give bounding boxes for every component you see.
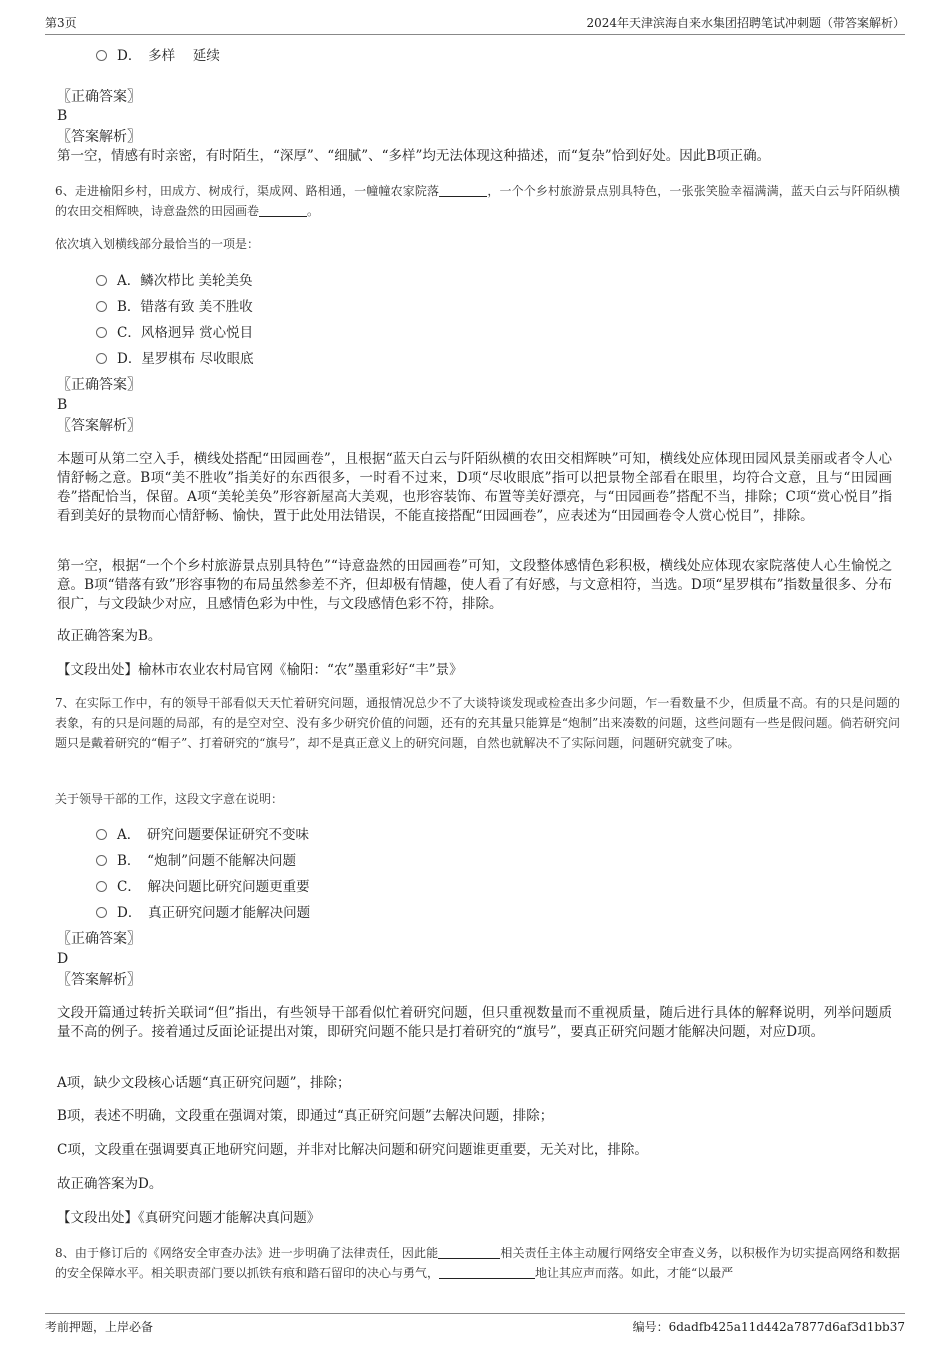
q6-analysis-1: 本题可从第二空入手，横线处搭配“田园画卷”，且根据“蓝天白云与阡陌纵横的农田交相辉映”可知，横线处应体现田园风景美丽或者令人心情舒畅之意。B项“美不胜收”指美好的东西很多，一时看不过来，D项“尽收眼底”指可以把景物全部看在眼里，均符合文意，且与“田园画卷”搭配恰当，保留。A项“美轮美奂”形容新屋高大美观，也形容装饰、布置等美好漂亮，与“田园画卷”搭配不当，排除；C项“赏心悦目”指看到美好的景物而心情舒畅、愉快，置于此处用法错误，不能直接搭配“田园画卷”，应表述为“田园画卷令人赏心悦目”，排除。: [57, 451, 892, 524]
radio-icon[interactable]: [96, 907, 107, 918]
q6-option-b[interactable]: B．错落有致 美不胜收: [96, 297, 253, 317]
q7-answer-label: 〖正确答案〗: [57, 931, 141, 947]
answer-blank: [439, 1264, 535, 1279]
q6-analysis-2: 第一空，根据“一个个乡村旅游景点别具特色”“诗意盎然的田园画卷”可知，文段整体感情色彩积极，横线处应体现农家院落使人心生愉悦之意。B项“错落有致”形容事物的布局虽然参差不齐，但却极有情趣，使人看了有好感，与文意相符，当选。D项“星罗棋布”指数量很多、分布很广，与文段缺少对应，且感情色彩为中性，与文段感情色彩不符，排除。: [57, 558, 892, 612]
q7-analysis-label: 〖答案解析〗: [57, 972, 141, 988]
q6-answer: B: [57, 397, 68, 413]
q6-analysis-label: 〖答案解析〗: [57, 418, 141, 434]
q7-analysis-b: B项，表述不明确，文段重在强调对策，即通过“真正研究问题”去解决问题，排除；: [57, 1108, 554, 1124]
answer-blank: [259, 202, 307, 217]
q5-answer: B: [57, 108, 68, 124]
radio-icon[interactable]: [96, 275, 107, 286]
page-header: [45, 14, 905, 35]
q7-option-b[interactable]: B． “炮制”问题不能解决问题: [96, 851, 296, 871]
answer-blank: [439, 182, 487, 197]
page-number: 第3页: [45, 16, 77, 30]
q7-answer: D: [57, 951, 69, 967]
q6-source: 【文段出处】榆林市农业农村局官网《榆阳：“农”墨重彩好“丰”景》: [57, 662, 463, 678]
radio-icon[interactable]: [96, 353, 107, 364]
radio-icon[interactable]: [96, 881, 107, 892]
radio-icon[interactable]: [96, 829, 107, 840]
q7-analysis-1: 文段开篇通过转折关联词“但”指出，有些领导干部看似忙着研究问题，但只重视数量而不重视质量，随后进行具体的解释说明，列举问题质量不高的例子。接着通过反面论证提出对策，即研究问题不能只是打着研究的“旗号”，要真正研究问题才能解决问题，对应D项。: [57, 1005, 892, 1040]
q6-stem: 6、走进榆阳乡村，田成方、树成行，渠成网、路相通，一幢幢农家院落 ，一个个乡村旅游景点别具特色，一张张笑脸幸福满满，蓝天白云与阡陌纵横的农田交相辉映，诗意盎然的田园画卷 。: [55, 184, 900, 218]
q7-stem: 7、在实际工作中，有的领导干部看似天天忙着研究问题，通报情况总少不了大谈特谈发现或检查出多少问题，乍一看数量不少，但质量不高。有的只是问题的表象，有的只是问题的局部，有的是空对空、没有多少研究价值的问题，还有的充其量只能算是“炮制”出来凑数的问题，这些问题有一些是假问题。倘若研究问题只是戴着研究的“帽子”、打着研究的“旗号”，却不是真正意义上的研究问题，自然也就解决不了实际问题，问题研究就变了味。: [55, 696, 900, 750]
radio-icon[interactable]: [96, 301, 107, 312]
q7-option-d[interactable]: D． 真正研究问题才能解决问题: [96, 903, 310, 923]
q7-prompt: 关于领导干部的工作，这段文字意在说明：: [55, 792, 284, 806]
q7-source: 【文段出处】《真研究问题才能解决真问题》: [57, 1210, 321, 1226]
q5-option-d[interactable]: D． 多样 延续: [96, 46, 220, 66]
footer-slogan: 考前押题，上岸必备: [45, 1320, 154, 1334]
q6-prompt: 依次填入划横线部分最恰当的一项是：: [55, 237, 260, 251]
q6-option-a[interactable]: A．鳞次栉比 美轮美奂: [96, 271, 253, 291]
q7-conclusion: 故正确答案为D。: [57, 1176, 163, 1192]
radio-icon[interactable]: [96, 855, 107, 866]
q6-answer-label: 〖正确答案〗: [57, 377, 141, 393]
document-id: 编号：6dadfb425a11d442a7877d6af3d1bb37: [632, 1320, 905, 1334]
page-footer: [45, 1313, 905, 1336]
q8-stem: 8、由于修订后的《网络安全审查办法》进一步明确了法律责任，因此能 相关责任主体主动履行网络安全审查义务，以积极作为切实提高网络和数据的安全保障水平。相关职责部门要以抓铁有痕和踏石留印的决心与勇气， 地让其应声而落。如此，才能“以最严: [55, 1246, 900, 1280]
q6-conclusion: 故正确答案为B。: [57, 628, 162, 644]
q5-answer-label: 〖正确答案〗: [57, 89, 141, 105]
q7-analysis-c: C项，文段重在强调要真正地研究问题，并非对比解决问题和研究问题谁更重要，无关对比，排除。: [57, 1142, 648, 1158]
q7-option-a[interactable]: A． 研究问题要保证研究不变味: [96, 825, 309, 845]
q6-option-d[interactable]: D．星罗棋布 尽收眼底: [96, 349, 254, 369]
document-title: 2024年天津滨海自来水集团招聘笔试冲刺题（带答案解析）: [586, 16, 905, 30]
q5-analysis: 第一空，情感有时亲密，有时陌生，“深厚”、“细腻”、“多样”均无法体现这种描述，而“复杂”恰到好处。因此B项正确。: [57, 148, 771, 164]
q6-option-c[interactable]: C．风格迥异 赏心悦目: [96, 323, 253, 343]
radio-icon[interactable]: [96, 50, 107, 61]
q7-analysis-a: A项，缺少文段核心话题“真正研究问题”，排除；: [57, 1075, 351, 1091]
q7-option-c[interactable]: C． 解决问题比研究问题更重要: [96, 877, 310, 897]
q5-analysis-label: 〖答案解析〗: [57, 129, 141, 145]
answer-blank: [438, 1244, 500, 1259]
radio-icon[interactable]: [96, 327, 107, 338]
